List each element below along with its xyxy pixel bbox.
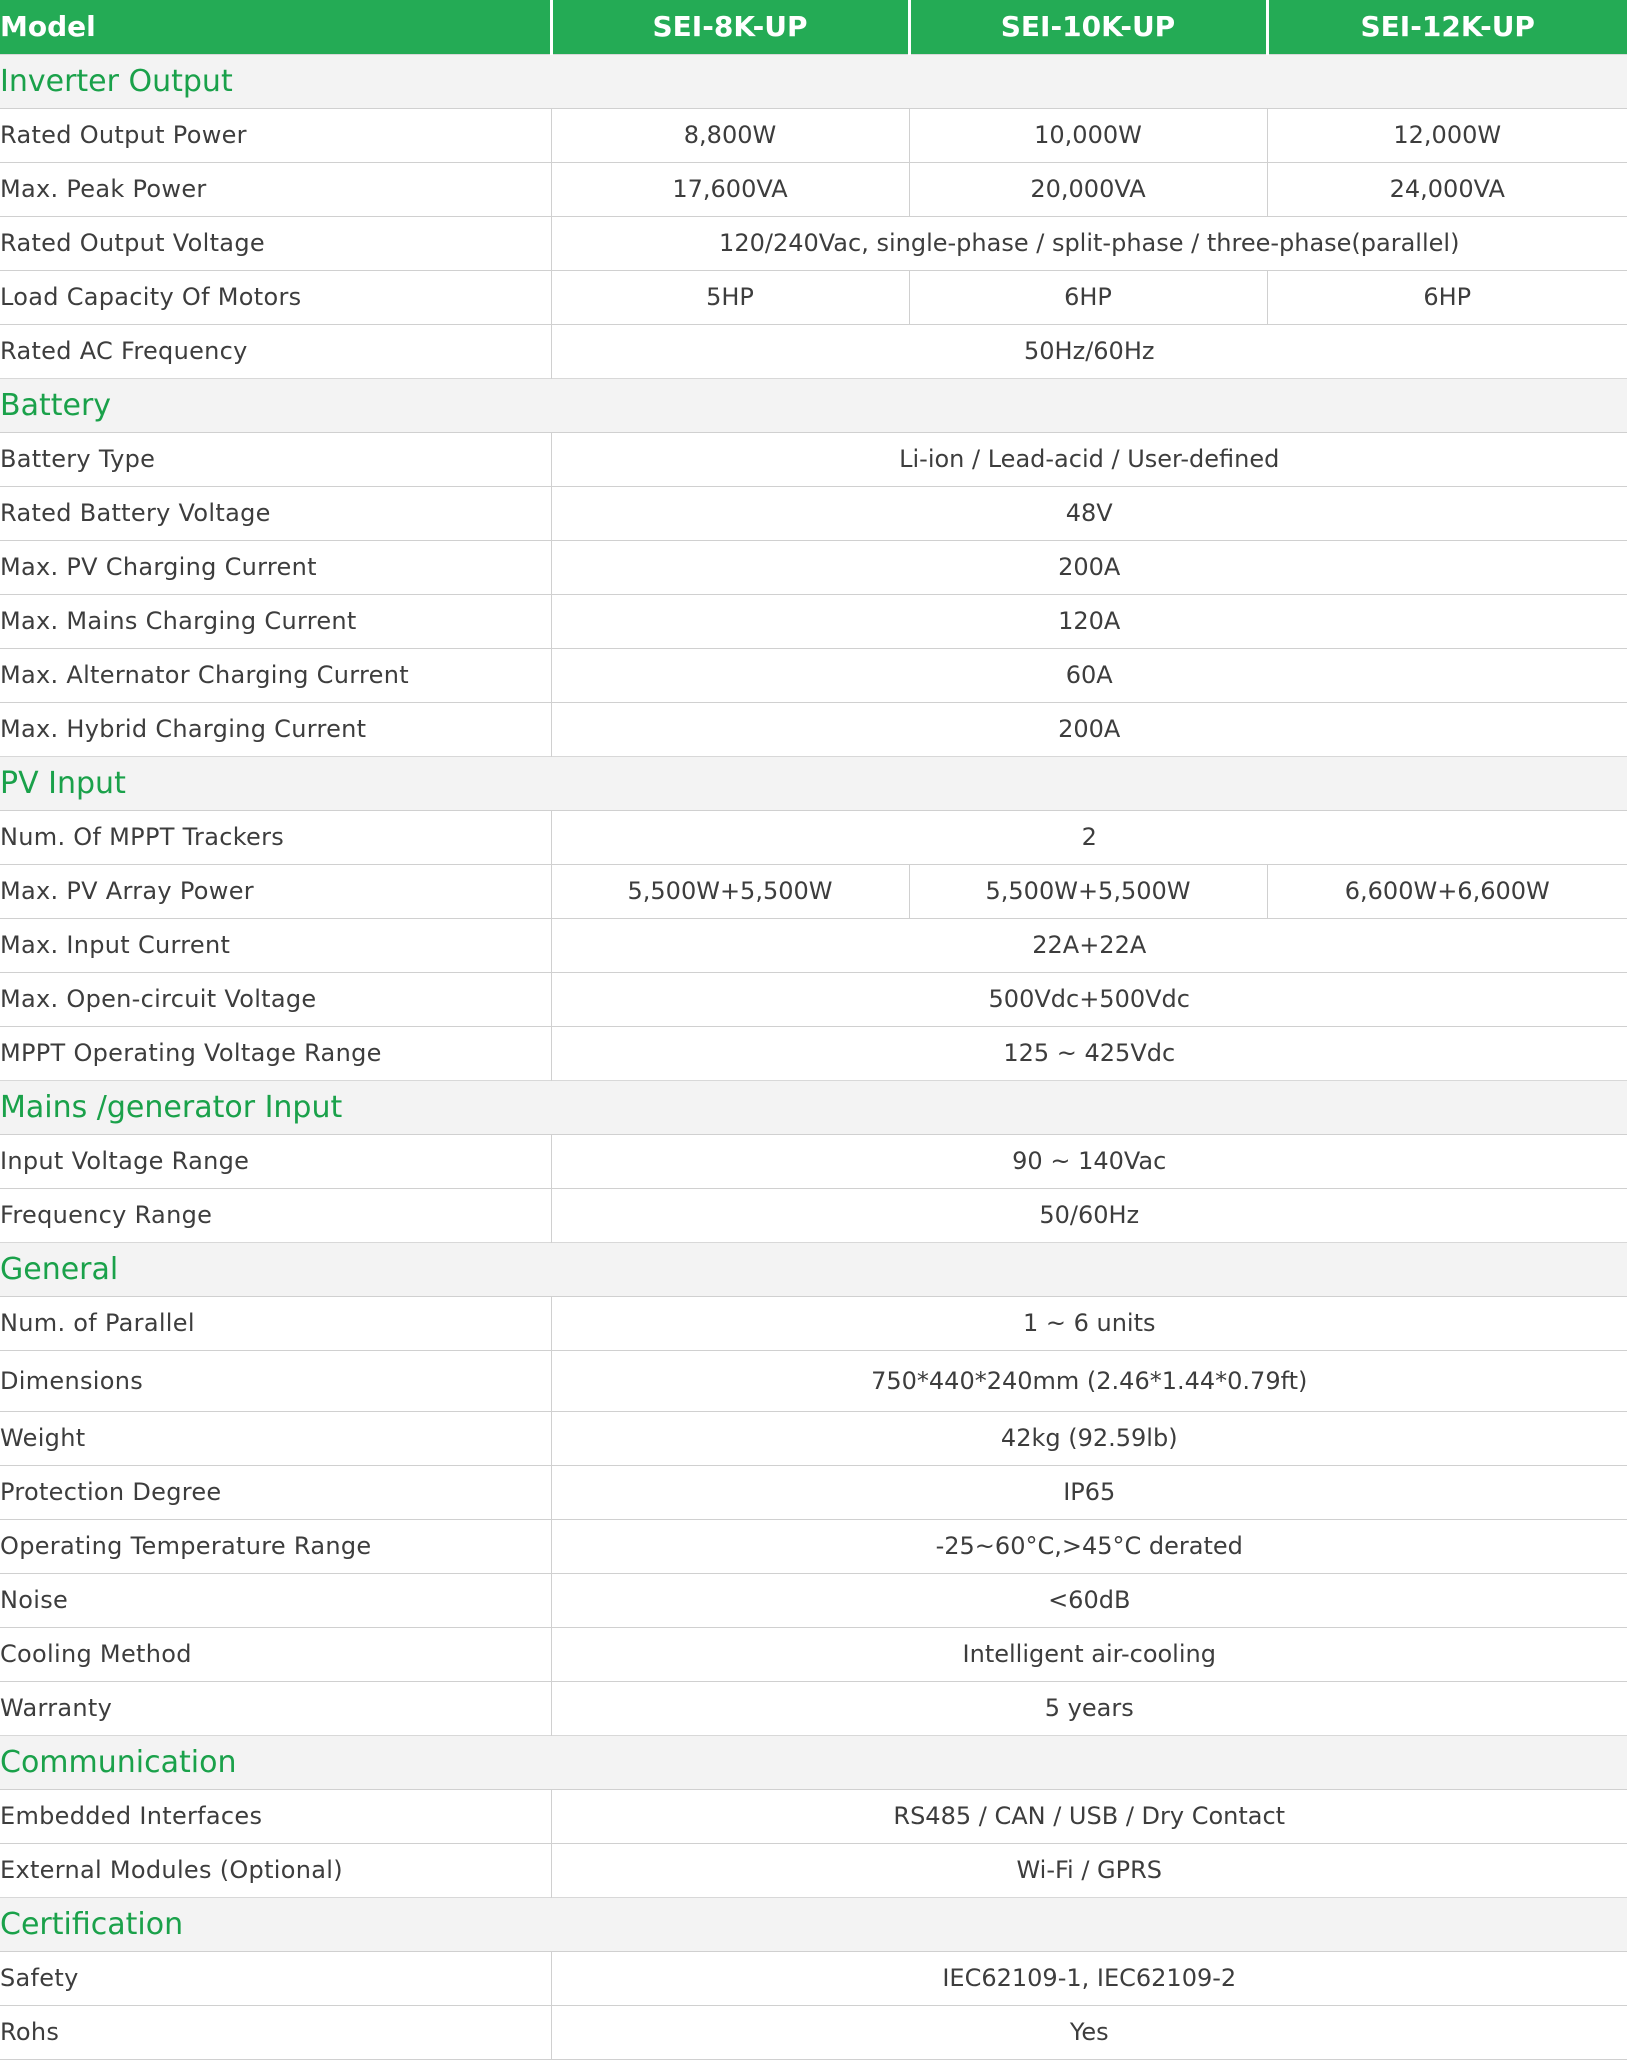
spec-label: Battery Type: [0, 432, 551, 486]
section-title: Communication: [0, 1735, 1627, 1789]
spec-row: [0, 1296, 1627, 1350]
spec-value: Li-ion / Lead-acid / User-defined: [551, 432, 1627, 486]
spec-row: [0, 594, 1627, 648]
spec-label: Safety: [0, 1951, 551, 2005]
spec-label: Embedded Interfaces: [0, 1789, 551, 1843]
spec-label: Frequency Range: [0, 1188, 551, 1242]
spec-label: Rated Output Voltage: [0, 216, 551, 270]
section-title: General: [0, 1242, 1627, 1296]
model-column-header: SEI-10K-UP: [909, 0, 1267, 54]
spec-value: 6HP: [1267, 270, 1627, 324]
section-title: Battery: [0, 378, 1627, 432]
spec-label: Weight: [0, 1411, 551, 1465]
spec-label: Rated AC Frequency: [0, 324, 551, 378]
spec-row: [0, 1134, 1627, 1188]
spec-row: [0, 1789, 1627, 1843]
spec-row: [0, 1350, 1627, 1411]
spec-row: [0, 1411, 1627, 1465]
spec-value: -25~60°C,>45°C derated: [551, 1519, 1627, 1573]
spec-label: Noise: [0, 1573, 551, 1627]
spec-label: External Modules (Optional): [0, 1843, 551, 1897]
spec-row: [0, 540, 1627, 594]
spec-row: [0, 270, 1627, 324]
spec-value: 125 ~ 425Vdc: [551, 1026, 1627, 1080]
section-title: Mains /generator Input: [0, 1080, 1627, 1134]
spec-row: [0, 1026, 1627, 1080]
spec-value: 200A: [551, 540, 1627, 594]
spec-row: [0, 324, 1627, 378]
spec-value: Yes: [551, 2005, 1627, 2059]
spec-value: 2: [551, 810, 1627, 864]
spec-row: [0, 1573, 1627, 1627]
spec-label: Max. PV Array Power: [0, 864, 551, 918]
spec-value: 5,500W+5,500W: [909, 864, 1267, 918]
spec-label: Dimensions: [0, 1350, 551, 1411]
spec-value: 12,000W: [1267, 108, 1627, 162]
spec-label: Max. Hybrid Charging Current: [0, 702, 551, 756]
section-title: Inverter Output: [0, 54, 1627, 108]
section-title: Certification: [0, 1897, 1627, 1951]
spec-row: [0, 810, 1627, 864]
spec-value: 5,500W+5,500W: [551, 864, 909, 918]
spec-label: Max. PV Charging Current: [0, 540, 551, 594]
spec-row: [0, 1627, 1627, 1681]
section-row: [0, 756, 1627, 810]
spec-value: Wi-Fi / GPRS: [551, 1843, 1627, 1897]
section-row: [0, 54, 1627, 108]
spec-value: IP65: [551, 1465, 1627, 1519]
spec-value: 50Hz/60Hz: [551, 324, 1627, 378]
section-row: [0, 1735, 1627, 1789]
spec-row: [0, 1843, 1627, 1897]
spec-label: Warranty: [0, 1681, 551, 1735]
spec-label: Max. Mains Charging Current: [0, 594, 551, 648]
spec-label: Num. of Parallel: [0, 1296, 551, 1350]
spec-value: 22A+22A: [551, 918, 1627, 972]
spec-label: Max. Alternator Charging Current: [0, 648, 551, 702]
spec-value: 1 ~ 6 units: [551, 1296, 1627, 1350]
header-row: [0, 0, 1627, 54]
spec-row: [0, 108, 1627, 162]
spec-value: RS485 / CAN / USB / Dry Contact: [551, 1789, 1627, 1843]
spec-label: Cooling Method: [0, 1627, 551, 1681]
spec-value: 120/240Vac, single-phase / split-phase / three-phase(parallel): [551, 216, 1627, 270]
spec-row: [0, 864, 1627, 918]
spec-row: [0, 216, 1627, 270]
spec-value: 10,000W: [909, 108, 1267, 162]
spec-row: [0, 648, 1627, 702]
spec-value: 750*440*240mm (2.46*1.44*0.79ft): [551, 1350, 1627, 1411]
section-row: [0, 378, 1627, 432]
model-column-header: SEI-8K-UP: [551, 0, 909, 54]
spec-row: [0, 1951, 1627, 2005]
section-row: [0, 1080, 1627, 1134]
spec-label: Input Voltage Range: [0, 1134, 551, 1188]
spec-label: Num. Of MPPT Trackers: [0, 810, 551, 864]
spec-value: 60A: [551, 648, 1627, 702]
spec-value: 20,000VA: [909, 162, 1267, 216]
spec-label: Load Capacity Of Motors: [0, 270, 551, 324]
spec-body: [0, 54, 1627, 2059]
spec-value: 48V: [551, 486, 1627, 540]
spec-value: 6,600W+6,600W: [1267, 864, 1627, 918]
spec-label: Max. Input Current: [0, 918, 551, 972]
spec-row: [0, 162, 1627, 216]
spec-label: Max. Open-circuit Voltage: [0, 972, 551, 1026]
spec-value: 120A: [551, 594, 1627, 648]
spec-row: [0, 972, 1627, 1026]
spec-value: 500Vdc+500Vdc: [551, 972, 1627, 1026]
spec-label: Rohs: [0, 2005, 551, 2059]
spec-label: Rated Battery Voltage: [0, 486, 551, 540]
spec-value: IEC62109-1, IEC62109-2: [551, 1951, 1627, 2005]
spec-label: Rated Output Power: [0, 108, 551, 162]
spec-value: 8,800W: [551, 108, 909, 162]
spec-label: MPPT Operating Voltage Range: [0, 1026, 551, 1080]
model-column-header: SEI-12K-UP: [1267, 0, 1627, 54]
spec-row: [0, 1465, 1627, 1519]
spec-row: [0, 1188, 1627, 1242]
spec-value: 90 ~ 140Vac: [551, 1134, 1627, 1188]
section-title: PV Input: [0, 756, 1627, 810]
spec-value: 6HP: [909, 270, 1267, 324]
spec-row: [0, 918, 1627, 972]
spec-row: [0, 432, 1627, 486]
spec-value: 200A: [551, 702, 1627, 756]
spec-row: [0, 1519, 1627, 1573]
spec-value: <60dB: [551, 1573, 1627, 1627]
spec-value: 42kg (92.59lb): [551, 1411, 1627, 1465]
spec-row: [0, 1681, 1627, 1735]
spec-value: 24,000VA: [1267, 162, 1627, 216]
spec-label: Protection Degree: [0, 1465, 551, 1519]
spec-value: 50/60Hz: [551, 1188, 1627, 1242]
spec-label: Operating Temperature Range: [0, 1519, 551, 1573]
spec-label: Max. Peak Power: [0, 162, 551, 216]
spec-value: Intelligent air-cooling: [551, 1627, 1627, 1681]
spec-row: [0, 486, 1627, 540]
model-header: Model: [0, 0, 551, 54]
section-row: [0, 1242, 1627, 1296]
spec-row: [0, 2005, 1627, 2059]
spec-value: 17,600VA: [551, 162, 909, 216]
spec-value: 5 years: [551, 1681, 1627, 1735]
spec-value: 5HP: [551, 270, 909, 324]
spec-row: [0, 702, 1627, 756]
section-row: [0, 1897, 1627, 1951]
